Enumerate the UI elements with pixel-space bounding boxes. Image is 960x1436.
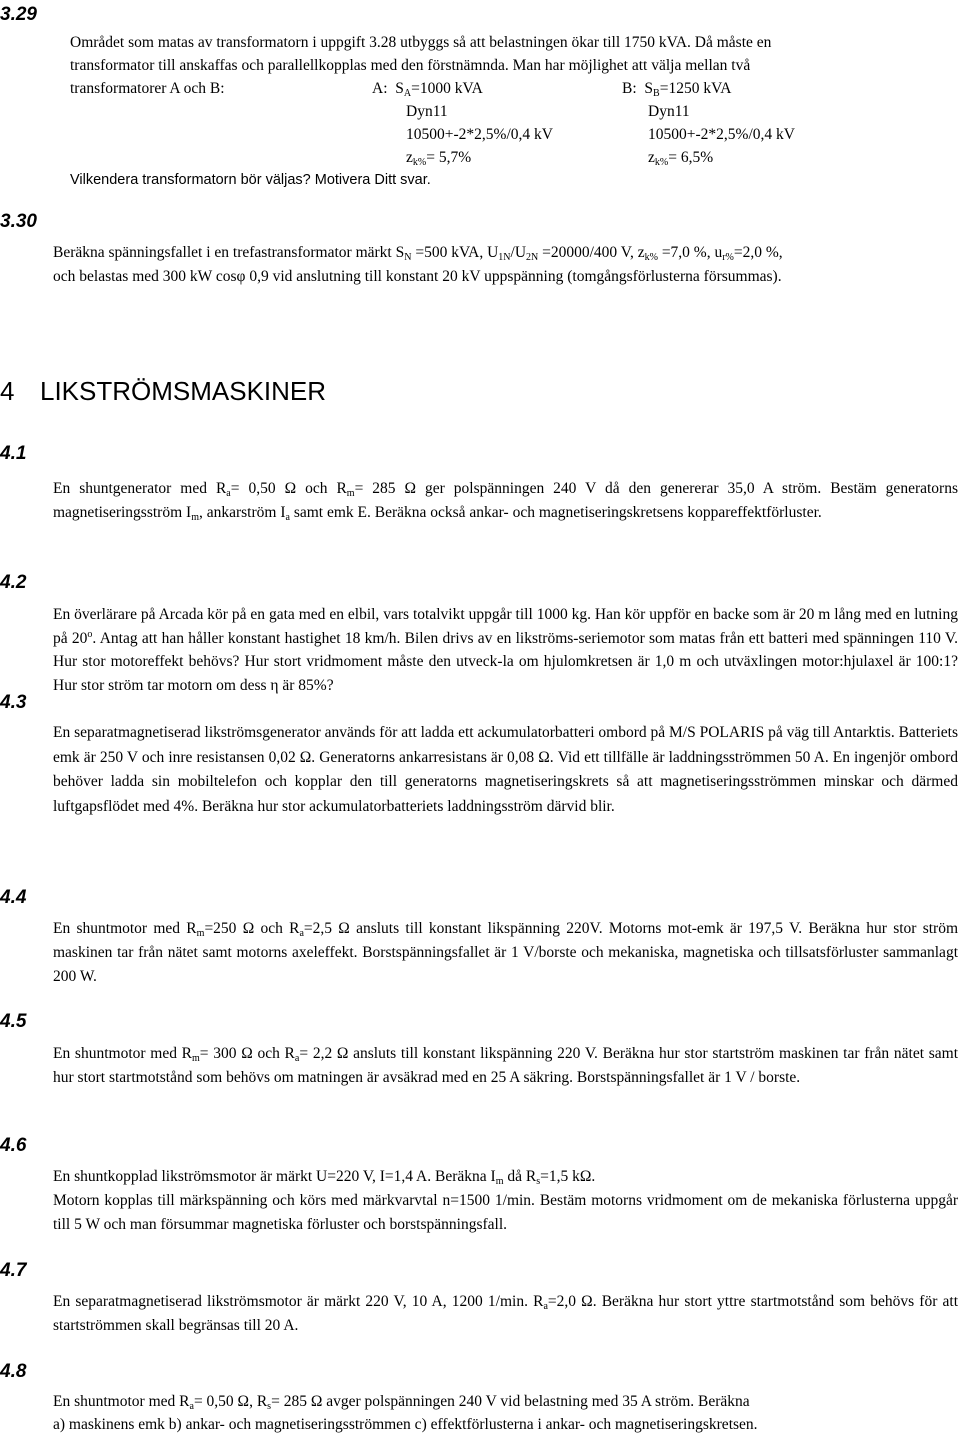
transformer-b-rating: B: $S_B=1250$ kVA <box>622 80 732 99</box>
problem-number: 4.8 <box>0 1361 27 1382</box>
problem-4-1: En shuntgenerator med $R_a= 0,50$ Ω och $R_m= 285$ Ω ger polspänningen 240 V då den genererar 35,0 A ström. Bestäm generatorns magnetiseringsström $I_m$, ankarström $I_a$ samt emk E. Beräkna också ankar- och magnetiseringskretsens koppareffektförluster. <box>53 480 958 523</box>
problem-number: 3.30 <box>0 211 37 232</box>
problem-4-4: En shuntmotor med $R_m=250$ Ω och $R_a=2,5$ Ω ansluts till konstant likspänning 220V. Motorns mot-emk är 197,5 V. Beräkna hur stor ström maskinen tar från nätet samt motorns axeleffekt. Borstspänningsfallet är 1 V/borste och mekaniska, magnetiska och tillsatsförluster sammanlagt 200 W. <box>53 920 959 985</box>
section-number: 4 <box>0 376 15 406</box>
problem-question: Vilkendera transformatorn bör väljas? Motivera Ditt svar. <box>70 172 431 188</box>
problem-3-30 <box>53 241 958 289</box>
problem-text-line: och belastas med 300 kW cosφ 0,9 vid anslutning till konstant 20 kV uppspänning (tomgångsförlusterna försummas). <box>53 268 782 285</box>
transformer-b-impedance: $z_{k\%}= 6,5\%$ <box>648 149 714 168</box>
transformer-a-impedance: $z_{k\%}= 5,7\%$ <box>406 149 472 168</box>
transformer-a-vector: Dyn11 <box>406 103 448 120</box>
transformer-b-label: B: <box>622 80 637 97</box>
problem-4-5: En shuntmotor med $R_m= 300$ Ω och $R_a= 2,2$ Ω ansluts till konstant likspänning 220 V. Beräkna hur stor startström maskinen tar från nätet samt hur stort startmotstånd som behövs om matningen är avsäkrad med en 25 A säkring. Borstspänningsfallet är 1 V / borste. <box>53 1045 959 1086</box>
problem-text-line: transformator till anskaffas och parallellkopplas med den förstnämnda. Man har möjlighet att välja mellan två <box>70 57 751 74</box>
transformer-b-vector: Dyn11 <box>648 103 690 120</box>
transformer-a-label: A: <box>372 80 388 97</box>
problem-4-6: En shuntkopplad likströmsmotor är märkt U=220 V, I=1,4 A. Beräkna $I_m$ då $R_s=1,5$ kΩ. Motorn kopplas till märkspänning och körs med märkvarvtal n=1500 1/min. Bestäm motorns vridmoment om de mekaniska förlusterna uppgår till 5 W och man försummar magnetiska förluster och borstspänningsfall. <box>53 1168 958 1233</box>
problem-number: 4.2 <box>0 572 27 593</box>
problem-text-line: transformatorer A och B: <box>70 80 225 97</box>
problem-3-29 <box>70 31 958 100</box>
problem-number: 4.5 <box>0 1011 27 1032</box>
problem-number: 4.3 <box>0 692 27 713</box>
problem-text-line: En shuntmotor med $R_a= 0,50$ Ω, $R_s= 285$ Ω avger polspänningen 240 V vid belastning med 35 A ström. Beräkna <box>53 1393 750 1412</box>
transformer-a-voltage: 10500+-2*2,5%/0,4 kV <box>406 126 553 143</box>
problem-4-3: En separatmagnetiserad likströmsgenerator används för att ladda ett ackumulatorbatteri ombord på M/S POLARIS på väg till Antarktis. Batteriets emk är 250 V och inre resistansen 0,02 Ω. Generatorns ankarresistans är 0,08 Ω. Vid ett tillfälle är laddningsströmmen 50 A. En ingenjör ombord behöver ladda sin mobiltelefon och kopplar den till generatorns magnetiseringskrets så att magnetiseringsströmmen minskar och därmed luftgapsflödet med 4%. Beräkna hur stor ackumulatorbatteriets laddningsström därvid blir. <box>53 724 958 815</box>
problem-text-line: Beräkna spänningsfallet i en trefastransformator märkt $S_N =500$ kVA, $U_{1N}/U_{2N} =20000/400$ V, $z_{k\%} =7,0$ %, $u_{r\%}=2,0$ %, <box>53 244 783 263</box>
problem-number: 4.1 <box>0 443 27 464</box>
problem-4-7: En separatmagnetiserad likströmsmotor är märkt 220 V, 10 A, 1200 1/min. $R_a=2,0$ Ω. Beräkna hur stort yttre startmotstånd som behövs för att startströmmen skall begränsas till 20 A. <box>53 1293 959 1334</box>
problem-number: 4.6 <box>0 1135 27 1156</box>
problem-4-2: En överlärare på Arcada kör på en gata med en elbil, vars totalvikt uppgår till 1000 kg. Han kör uppför en backe som är 20 m lång med en lutning på 20$^o$. Antag att han håller konstant hastighet 18 km/h. Bilen drivs av en likströms-seriemotor som matas från ett batteri med spänningen 110 V. Hur stor motoreffekt behövs? Hur stort vridmoment måste den utveck-la om hjulomkretsen är 1,0 m och utväxlingen motor:hjulaxel är 100:1? Hur stor ström tar motorn om dess η är 85%? <box>53 606 958 694</box>
section-heading <box>0 378 326 404</box>
transformer-a-rating: A: $S_A=1000$ kVA <box>372 80 483 99</box>
section-title: LIKSTRÖMSMASKINER <box>40 376 327 406</box>
problem-number: 4.7 <box>0 1260 27 1281</box>
transformer-b-voltage: 10500+-2*2,5%/0,4 kV <box>648 126 795 143</box>
problem-text-line: Området som matas av transformatorn i uppgift 3.28 utbyggs så att belastningen ökar till 1750 kVA. Då måste en <box>70 34 772 51</box>
problem-4-8 <box>53 1390 958 1436</box>
problem-number: 4.4 <box>0 887 27 908</box>
problem-number: 3.29 <box>0 4 37 25</box>
problem-text-line: a) maskinens emk b) ankar- och magnetiseringsströmmen c) effektförlusterna i ankar- och magnetiseringskretsen. <box>53 1416 758 1433</box>
